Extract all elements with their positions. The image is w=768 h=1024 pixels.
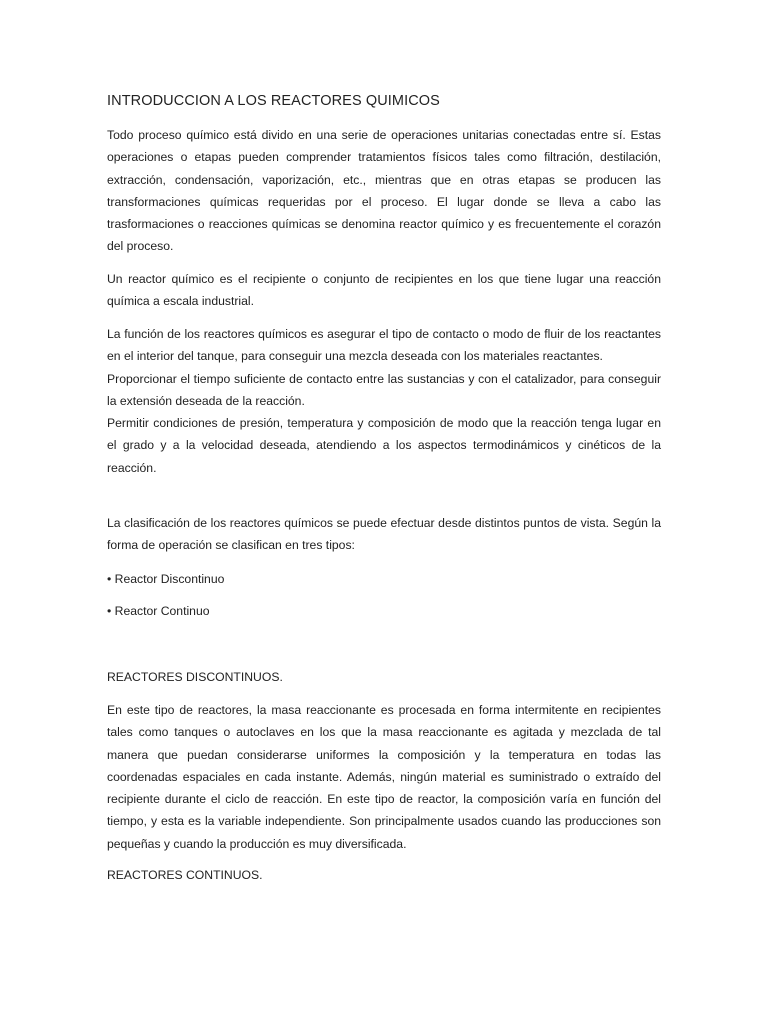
bullet-reactor-continuo: • Reactor Continuo xyxy=(107,604,210,618)
section-body-discontinuous: En este tipo de reactores, la masa reaccionante es procesada en forma intermitente en recipientes tales como tanques o autoclaves en los que la masa reaccionante es agitada y mezclada de tal manera que puedan considerarse uniformes la composición y la temperatura en todas las coordenadas espaciales en cada instante. Además, ningún material es suministrado o extraído del recipiente durante el ciclo de reacción. En este tipo de reactor, la composición varía en función del tiempo, y esta es la variable independiente. Son principalmente usados cuando las producciones son pequeñas y cuando la producción es muy diversificada. xyxy=(107,703,661,851)
intro-paragraph-1: Todo proceso químico está divido en una serie de operaciones unitarias conectadas entre sí. Estas operaciones o etapas pueden comprender tratamientos físicos tales como filtración, destilación, extracción, condensación, vaporización, etc., mientras que en otras etapas se producen las transformaciones químicas requeridas por el proceso. El lugar donde se lleva a cabo las trasformaciones o reacciones químicas se denomina reactor químico y es frecuentemente el corazón del proceso. xyxy=(107,128,661,254)
document-title: INTRODUCCION A LOS REACTORES QUIMICOS xyxy=(107,93,440,109)
function-line-3: Permitir condiciones de presión, temperatura y composición de modo que la reacción tenga lugar en el grado y a la velocidad deseada, atendiendo a los aspectos termodinámicos y cinéticos de la reacción. xyxy=(107,416,661,475)
section-heading-continuous: REACTORES CONTINUOS. xyxy=(107,868,263,882)
section-heading-discontinuous: REACTORES DISCONTINUOS. xyxy=(107,670,283,684)
intro-paragraph-2: Un reactor químico es el recipiente o conjunto de recipientes en los que tiene lugar una reacción química a escala industrial. xyxy=(107,272,661,309)
function-line-2: Proporcionar el tiempo suficiente de contacto entre las sustancias y con el catalizador, para conseguir la extensión deseada de la reacción. xyxy=(107,371,661,408)
function-line-1: La función de los reactores químicos es asegurar el tipo de contacto o modo de fluir de los reactantes en el interior del tanque, para conseguir una mezcla deseada con los materiales reactantes. xyxy=(107,327,661,364)
classification-paragraph: La clasificación de los reactores químicos se puede efectuar desde distintos puntos de vista. Según la forma de operación se clasifican en tres tipos: xyxy=(107,516,661,553)
bullet-reactor-discontinuo: • Reactor Discontinuo xyxy=(107,572,225,586)
function-block xyxy=(107,323,661,479)
